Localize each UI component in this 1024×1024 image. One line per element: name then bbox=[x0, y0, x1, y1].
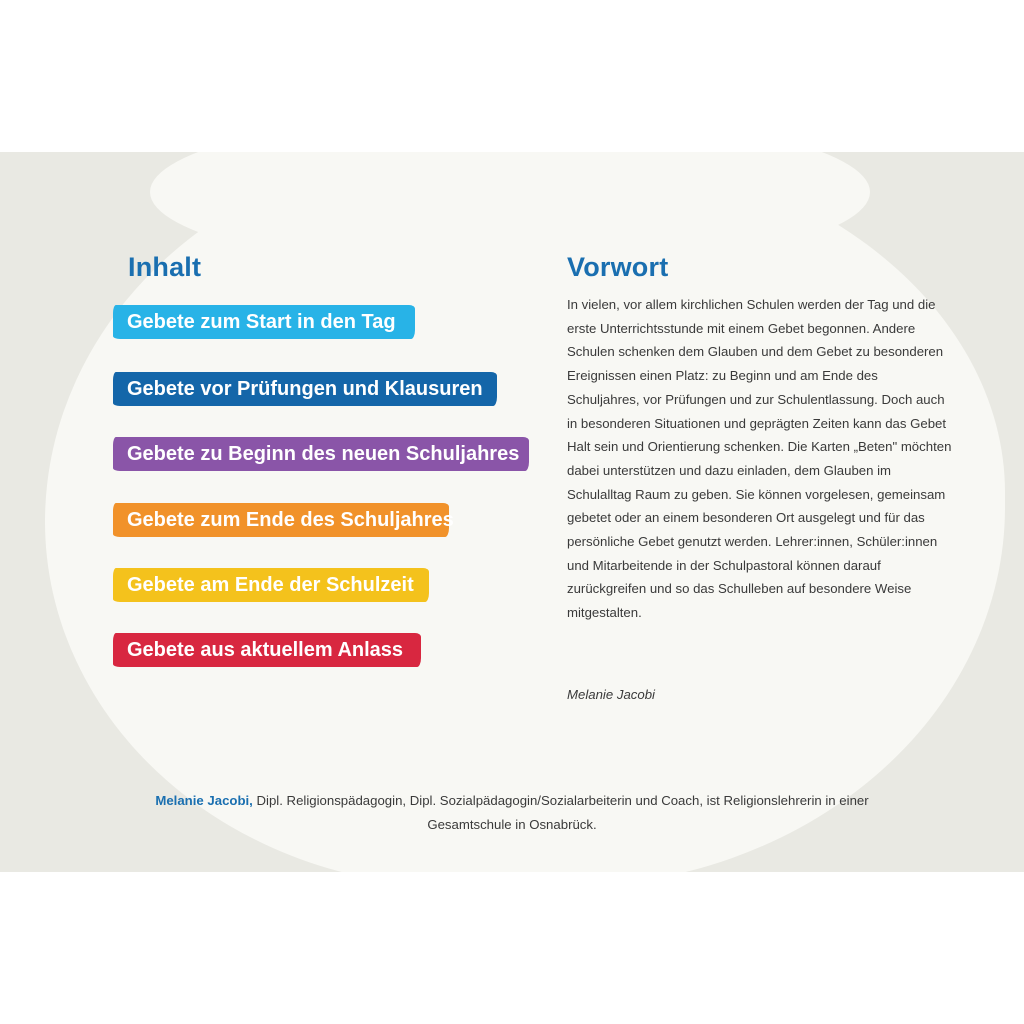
toc-item-ende-schulzeit[interactable]: Gebete am Ende der Schulzeit bbox=[113, 568, 429, 602]
inhalt-heading: Inhalt bbox=[128, 252, 202, 282]
vorwort-heading: Vorwort bbox=[567, 252, 669, 282]
info-card bbox=[0, 152, 1024, 872]
vorwort-signature: Melanie Jacobi bbox=[567, 687, 655, 702]
author-name: Melanie Jacobi, bbox=[155, 793, 253, 808]
vorwort-text: In vielen, vor allem kirchlichen Schulen werden der Tag und die erste Unterrichtsstunde mit einem Gebet begonnen. Andere Schulen schenken dem Glauben und dem Gebet zu besonderen Ereignissen einen Platz: zu Beginn und am Ende des Schuljahres, vor Prüfungen und zur Schulentlassung. Doch auch in besonderen Situationen und geprägten Zeiten kann das Gebet Halt sein und Orientierung schenken. Die Karten „Beten" möchten dabei unterstützen und dazu einladen, dem Glauben im Schulalltag Raum zu geben. Sie können vorgelesen, gemeinsam gebetet oder an einem besonderen Ort ausgelegt und für das persönliche Gebet genutzt werden. Lehrer:innen, Schüler:innen und Mitarbeitende in der Schulpastoral können darauf zurückgreifen und so das Schulleben auf besondere Weise mitgestalten. bbox=[567, 297, 952, 621]
toc-item-start-in-den-tag[interactable]: Gebete zum Start in den Tag bbox=[113, 305, 415, 339]
author-description: Dipl. Religionspädagogin, Dipl. Sozialpädagogin/Sozialarbeiterin und Coach, ist Religionslehrerin in einer Gesamtschule in Osnabrück. bbox=[256, 793, 869, 832]
author-bio bbox=[150, 789, 874, 837]
toc-item-beginn-schuljahr[interactable]: Gebete zu Beginn des neuen Schuljahres bbox=[113, 437, 529, 471]
card-content bbox=[0, 152, 1024, 872]
toc-item-pruefungen[interactable]: Gebete vor Prüfungen und Klausuren bbox=[113, 372, 497, 406]
toc-item-aktueller-anlass[interactable]: Gebete aus aktuellem Anlass bbox=[113, 633, 421, 667]
toc-item-ende-schuljahr[interactable]: Gebete zum Ende des Schuljahres bbox=[113, 503, 449, 537]
